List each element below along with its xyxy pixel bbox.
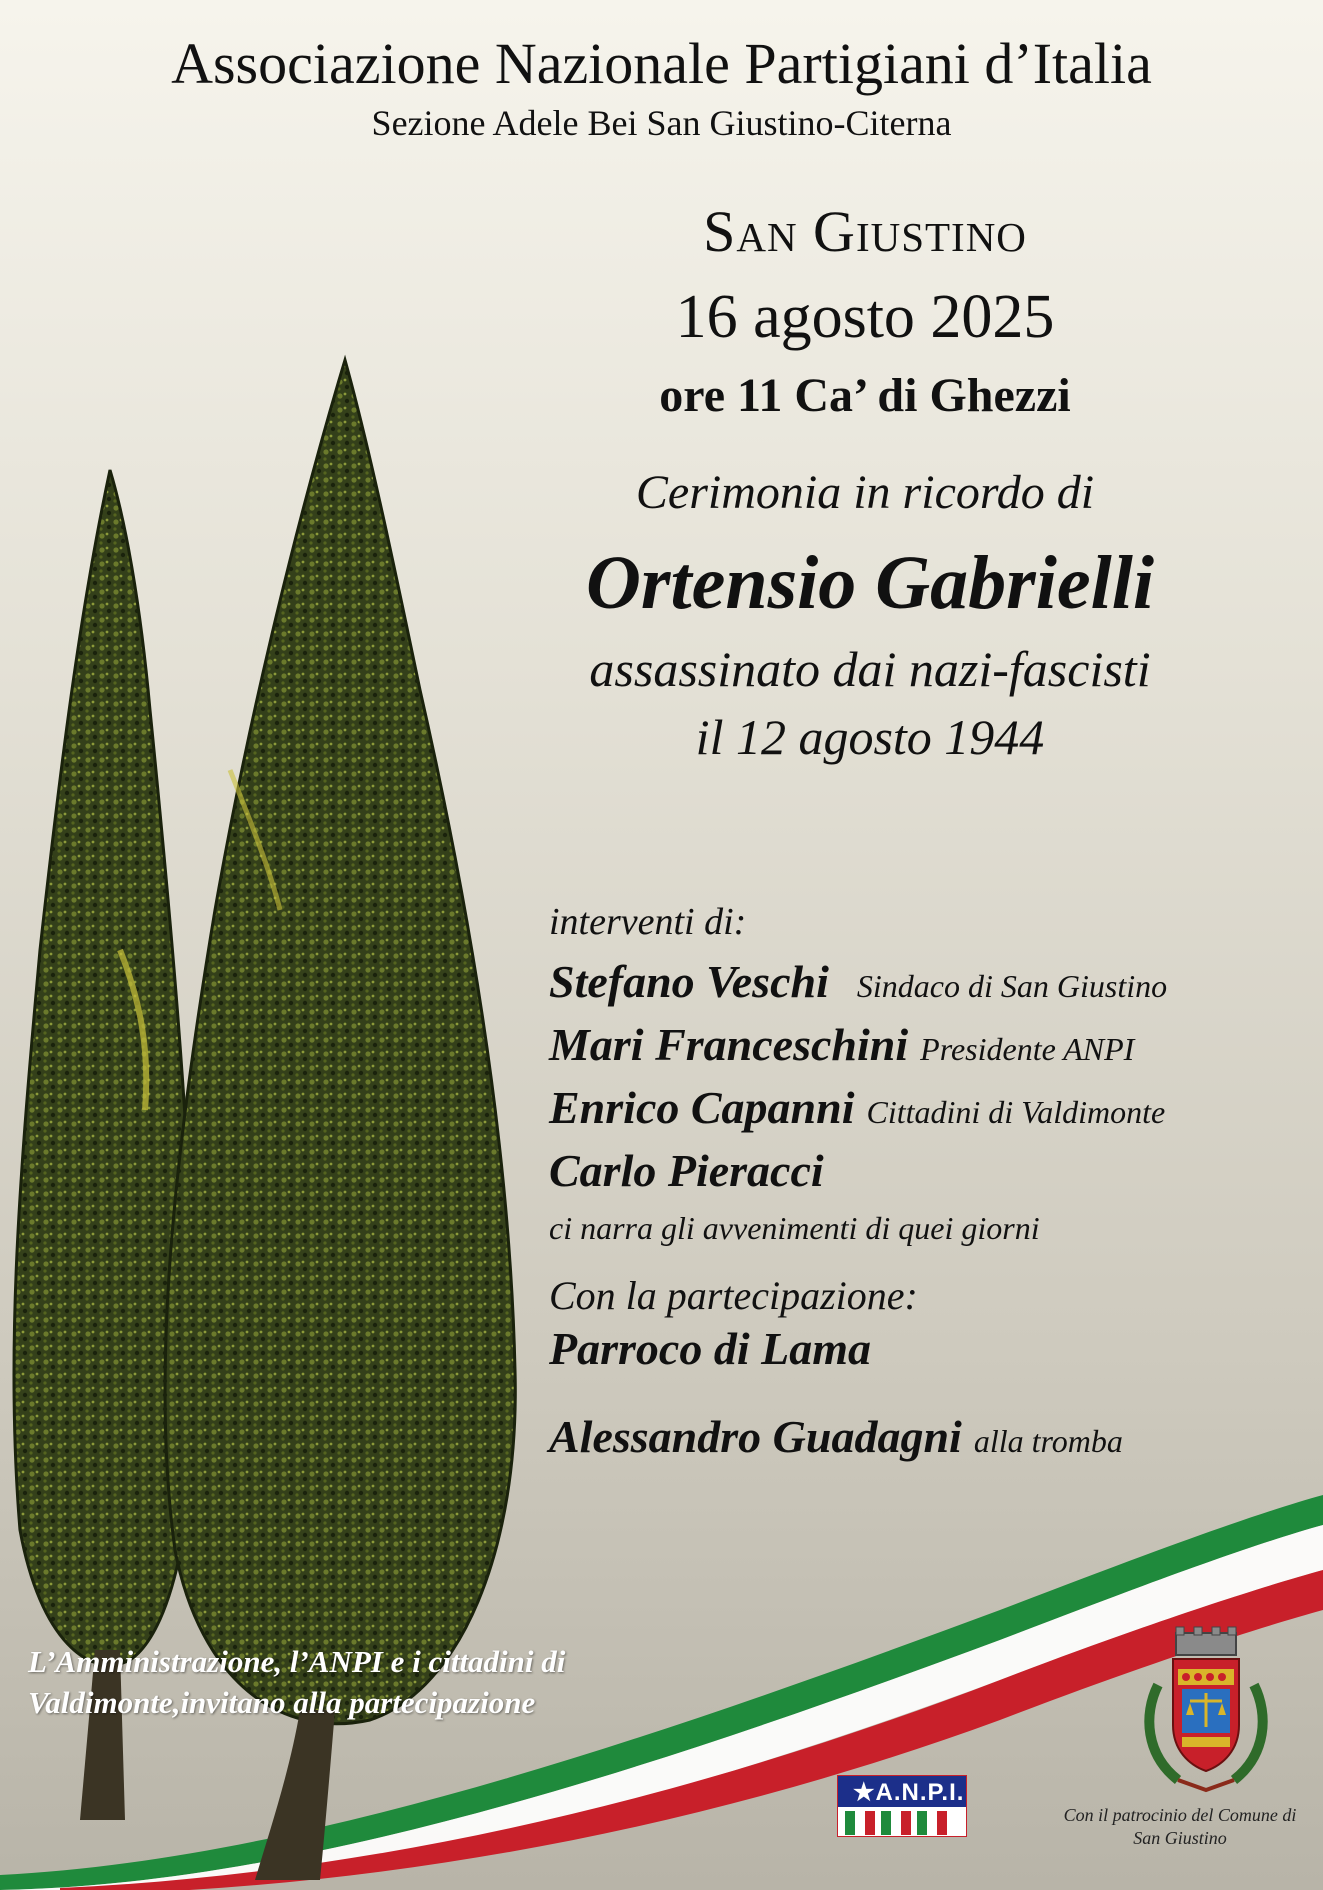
speaker-row — [549, 955, 1167, 1008]
honoree-name: Ortensio Gabrielli — [586, 541, 1154, 625]
speaker-note: ci narra gli avvenimenti di quei giorni — [549, 1210, 1040, 1246]
speaker-role: Sindaco di San Giustino — [856, 968, 1168, 1004]
honoree-subtitle-1: assassinato dai nazi-fascisti — [589, 641, 1151, 697]
anpi-logo-text: ★A.N.P.I. — [853, 1779, 965, 1806]
event-city: San Giustino — [703, 199, 1027, 264]
speaker-row — [549, 1144, 824, 1197]
participant-row — [549, 1410, 1123, 1463]
speaker-name: Carlo Pieracci — [549, 1145, 824, 1196]
participant-name: Alessandro Guadagni — [549, 1411, 962, 1462]
speaker-name: Enrico Capanni — [549, 1082, 855, 1133]
speaker-role: Cittadini di Valdimonte — [866, 1094, 1166, 1130]
participation-heading: Con la partecipazione: — [549, 1273, 918, 1318]
speaker-role: Presidente ANPI — [920, 1031, 1135, 1067]
section-subtitle: Sezione Adele Bei San Giustino-Citerna — [371, 103, 952, 143]
honoree-subtitle-2: il 12 agosto 1944 — [695, 709, 1045, 765]
speaker-name: Stefano Veschi — [549, 956, 829, 1007]
speaker-row — [549, 1081, 1165, 1134]
participant-role: alla tromba — [973, 1423, 1123, 1459]
municipal-crest — [1138, 1625, 1274, 1795]
patronage-text: Con il patrocinio del Comune di San Giustino — [1063, 1805, 1297, 1848]
invitation-text: L’Amministrazione, l’ANPI e i cittadini di Valdimonte,invitano alla partecipazione — [28, 1644, 566, 1720]
participant-row — [549, 1322, 871, 1375]
speaker-name: Mari Franceschini — [549, 1019, 909, 1070]
participant-name: Parroco di Lama — [549, 1323, 871, 1374]
event-date: 16 agosto 2025 — [675, 283, 1055, 351]
organization-title: Associazione Nazionale Partigiani d’Italia — [171, 31, 1152, 96]
speaker-row — [549, 1018, 1134, 1071]
ceremony-line: Cerimonia in ricordo di — [635, 466, 1095, 519]
event-time-place: ore 11 Ca’ di Ghezzi — [659, 369, 1071, 422]
speakers-heading: interventi di: — [549, 901, 747, 943]
